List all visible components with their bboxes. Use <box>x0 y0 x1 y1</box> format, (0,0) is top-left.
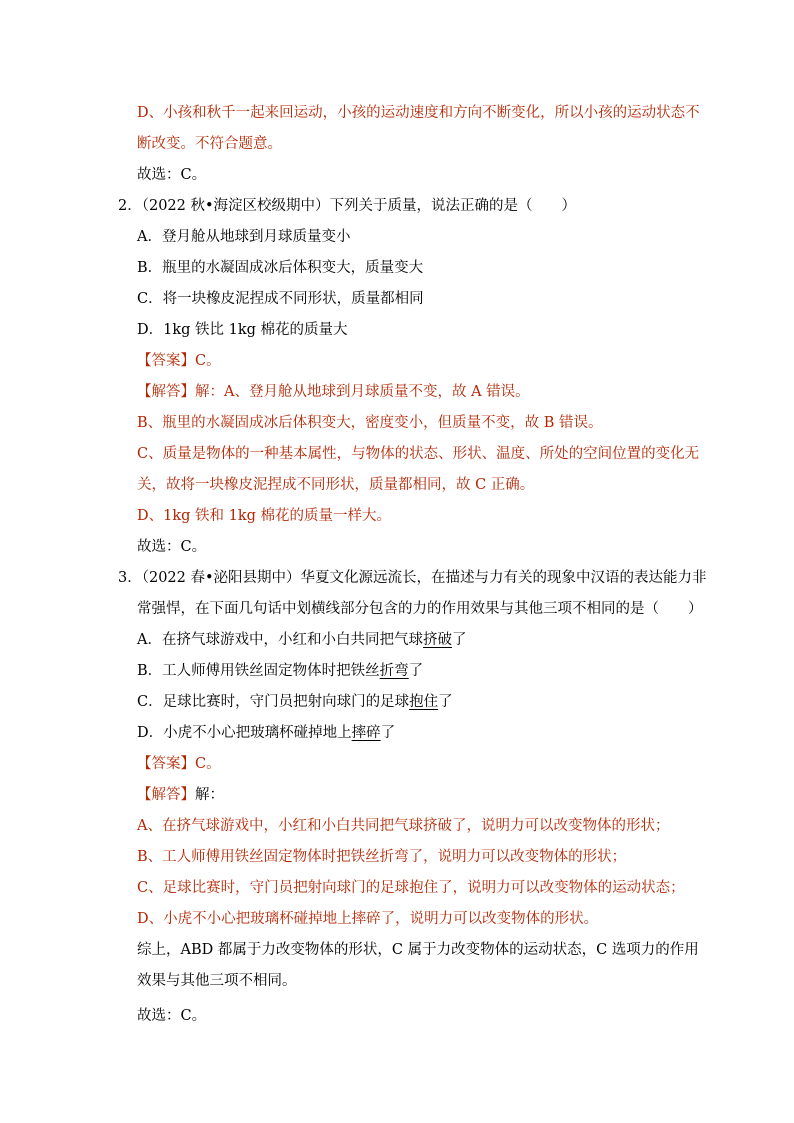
analysis-tag: 【解答】 <box>137 384 195 400</box>
q2-answer: 【答案】C。 <box>137 353 221 369</box>
q3-option-d <box>137 723 682 743</box>
q2-option-b: B．瓶里的水凝固成冰后体积变大，质量变大 <box>137 260 424 276</box>
option-text: C．足球比赛时，守门员把射向球门的足球 <box>137 694 410 710</box>
option-text: D．小虎不小心把玻璃杯碰掉地上 <box>137 725 352 741</box>
q2-option-d: D．1kg 铁比 1kg 棉花的质量大 <box>137 322 348 338</box>
question-3-stem-cont: 常强悍，在下面几句话中划横线部分包含的力的作用效果与其他三项不相同的是（ ） <box>137 601 703 617</box>
q3-analysis-line: D、小虎不小心把玻璃杯碰掉地上摔碎了，说明力可以改变物体的形状。 <box>137 911 599 927</box>
q3-option-a <box>137 630 682 650</box>
q3-summary-line: 效果与其他三项不相同。 <box>137 973 297 989</box>
q2-analysis-line: C、质量是物体的一种基本属性，与物体的状态、形状、温度、所处的空间位置的变化无 <box>137 446 700 462</box>
q3-option-c <box>137 692 682 712</box>
underlined-text: 抱住 <box>409 694 439 710</box>
q3-option-b <box>137 661 682 681</box>
q3-analysis-line: B、工人师傅用铁丝固定物体时把铁丝折弯了，说明力可以改变物体的形状； <box>137 849 627 865</box>
question-number: 2． <box>118 198 142 214</box>
q2-choose: 故选：C。 <box>137 539 207 555</box>
q3-analysis-line: A、在挤气球游戏中，小红和小白共同把气球挤破了，说明力可以改变物体的形状； <box>137 818 670 834</box>
analysis-text: 解：A、登月舱从地球到月球质量不变，故 A 错误。 <box>195 384 530 400</box>
q2-analysis-line: B、瓶里的水凝固成冰后体积变大，密度变小，但质量不变，故 B 错误。 <box>137 415 603 431</box>
option-text: 了 <box>438 694 453 710</box>
option-text: 了 <box>380 725 396 741</box>
option-text: 了 <box>408 663 424 679</box>
question-text: （2022 秋•海淀区校级期中）下列关于质量，说法正确的是（ ） <box>141 198 577 214</box>
q2-option-a: A．登月舱从地球到月球质量变小 <box>137 229 351 245</box>
q2-analysis-line: D、1kg 铁和 1kg 棉花的质量一样大。 <box>137 508 392 524</box>
prev-choose: 故选：C。 <box>137 167 207 183</box>
question-number: 3． <box>118 570 142 586</box>
question-text: （2022 春•泌阳县期中）华夏文化源远流长，在描述与力有关的现象中汉语的表达能力非 <box>141 570 707 586</box>
q2-analysis-line: 关，故将一块橡皮泥捏成不同形状，质量都相同，故 C 正确。 <box>137 477 535 493</box>
q3-answer: 【答案】C。 <box>137 756 221 772</box>
q2-option-c: C．将一块橡皮泥捏成不同形状，质量都相同 <box>137 291 424 307</box>
q3-analysis-first <box>137 785 682 805</box>
prev-analysis-line: 断改变。不符合题意。 <box>137 136 282 152</box>
prev-analysis-line: D、小孩和秋千一起来回运动，小孩的运动速度和方向不断变化，所以小孩的运动状态不 <box>137 105 700 121</box>
question-3-stem <box>118 568 707 588</box>
underlined-text: 挤破 <box>422 632 452 648</box>
question-2-stem <box>118 196 678 216</box>
q3-choose: 故选：C。 <box>137 1008 207 1024</box>
option-text: B．工人师傅用铁丝固定物体时把铁丝 <box>137 663 380 679</box>
q2-analysis-first <box>137 382 682 402</box>
underlined-text: 摔碎 <box>351 725 381 741</box>
analysis-tag: 【解答】 <box>137 787 195 803</box>
option-text: A．在挤气球游戏中，小红和小白共同把气球 <box>137 632 423 648</box>
underlined-text: 折弯 <box>379 663 409 679</box>
q3-analysis-line: C、足球比赛时，守门员把射向球门的足球抱住了，说明力可以改变物体的运动状态； <box>137 880 685 896</box>
analysis-text: 解： <box>195 787 224 803</box>
q3-summary-line: 综上，ABD 都属于力改变物体的形状，C 属于力改变物体的运动状态，C 选项力的作用 <box>137 942 699 958</box>
option-text: 了 <box>451 632 467 648</box>
